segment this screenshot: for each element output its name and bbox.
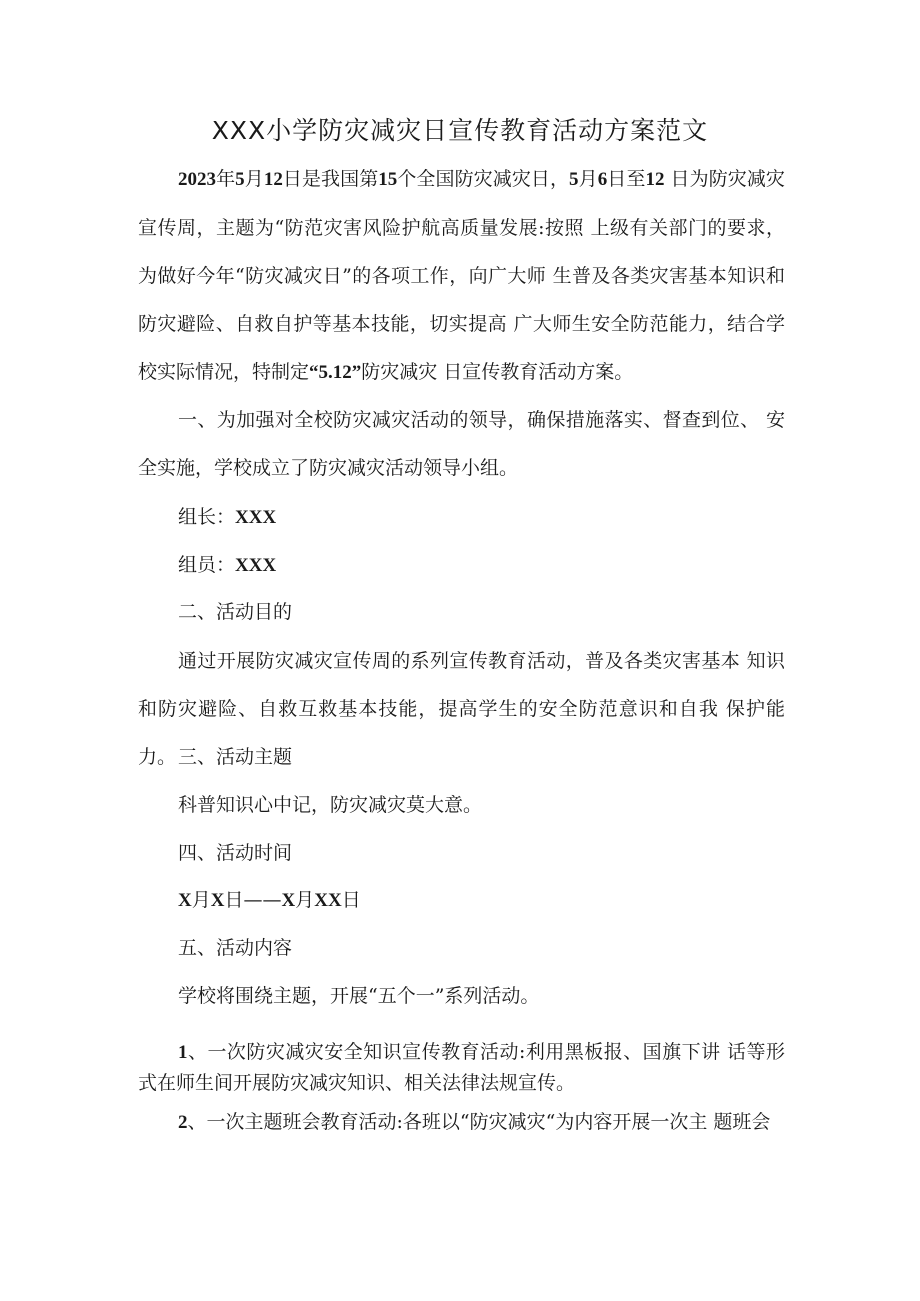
- section-3-heading: 三、活动主题: [178, 746, 293, 768]
- section-1-paragraph: 一、为加强对全校防灾减灾活动的领导，确保措施落实、督查到位、 安全实施，学校成立了防灾减灾活动领导小组。: [138, 409, 785, 479]
- leader-line: [178, 502, 276, 533]
- intro-paragraph: 2023年5月12日是我国第15个全国防灾减灾日，5月6日至12 日为防灾减灾宣传周，主题为“防范灾害风险护航高质量发展:按照 上级有关部门的要求，为做好今年“防灾减灾日”的各项工作，向广大师 生普及各类灾害基本知识和防灾避险、自救自护等基本技能，切实提高 广大师生安全防范能力，结合学校实际情况，特制定“5.12”防灾减灾 日宣传教育活动方案。: [138, 168, 785, 383]
- intro-day-label: “5.12”: [309, 362, 362, 383]
- member-label: 组员：: [178, 554, 236, 576]
- member-line: [178, 550, 276, 581]
- section-5-body: 学校将围绕主题，开展“五个一”系列活动。: [178, 985, 540, 1007]
- activity-time: X月X日——X月XX日: [178, 889, 361, 911]
- section-2-heading: 二、活动目的: [178, 601, 293, 623]
- activity-item-1: 1、一次防灾减灾安全知识宣传教育活动:利用黑板报、国旗下讲 话等形式在师生间开展防灾减灾知识、相关法律法规宣传。: [138, 1041, 785, 1094]
- activity-item-2: 2、一次主题班会教育活动:各班以“防灾减灾“为内容开展一次主 题班会: [178, 1111, 771, 1133]
- activity-item-2-number: 2: [178, 1112, 188, 1133]
- leader-label: 组长：: [178, 506, 236, 528]
- document-title: XXX小学防灾减灾日宣传教育活动方案范文: [211, 116, 709, 145]
- leader-value: XXX: [235, 507, 277, 528]
- member-value: XXX: [235, 555, 277, 576]
- activity-item-1-number: 1: [178, 1042, 188, 1063]
- intro-year: 2023: [178, 169, 216, 190]
- section-5-heading: 五、活动内容: [178, 937, 293, 959]
- section-2-paragraph: 通过开展防灾减灾宣传周的系列宣传教育活动，普及各类灾害基本 知识和防灾避险、自救互救基本技能，提高学生的安全防范意识和自我 保护能力。: [138, 650, 785, 768]
- section-3-body: 科普知识心中记，防灾减灾莫大意。: [178, 794, 483, 816]
- section-4-heading: 四、活动时间: [178, 842, 293, 864]
